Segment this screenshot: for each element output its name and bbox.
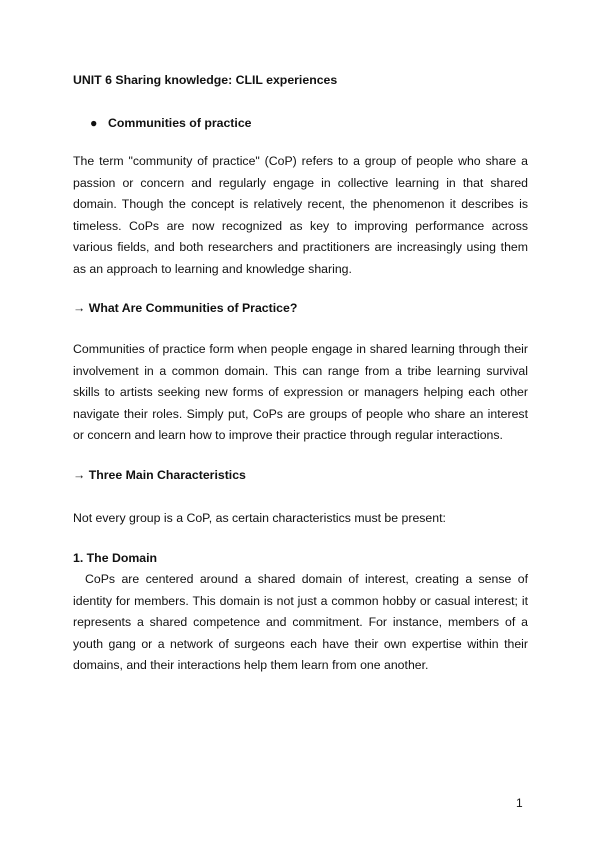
subheading-domain: 1. The Domain	[73, 551, 158, 565]
section-paragraph-characteristics: Not every group is a CoP, as certain characteristics must be present:	[73, 511, 446, 525]
bullet-dot-icon: ●	[90, 116, 98, 130]
section-heading-characteristics: → Three Main Characteristics	[73, 468, 246, 482]
section-heading-what: → What Are Communities of Practice?	[73, 301, 298, 315]
domain-paragraph-text: CoPs are centered around a shared domain of interest, creating a sense of identity for members. This domain is not just a common hobby or casual interest; it represents a shared competence and commitment. For instance, members of a youth gang or a network of surgeons each have their own expertise within their domains, and their interactions help them learn from one another.	[73, 572, 528, 672]
bullet-item	[90, 113, 490, 135]
domain-paragraph	[73, 569, 528, 677]
page-number: 1	[516, 796, 523, 810]
section-paragraph-what: Communities of practice form when people engage in shared learning through their involvement in a common domain. This can range from a tribe learning survival skills to artists seeking new forms of expression or managers helping each other navigate their roles. Simply put, CoPs are groups of people who share an interest or concern and learn how to improve their practice through regular interactions.	[73, 342, 528, 442]
intro-paragraph: The term "community of practice" (CoP) refers to a group of people who share a passion or concern and regularly engage in collective learning in that shared domain. Though the concept is relatively recent, the phenomenon it describes is timeless. CoPs are now recognized as key to improving performance across various fields, and both researchers and practitioners are increasingly using them as an approach to learning and knowledge sharing.	[73, 154, 528, 276]
bullet-text: Communities of practice	[108, 116, 252, 130]
unit-title: UNIT 6 Sharing knowledge: CLIL experiences	[73, 73, 338, 87]
